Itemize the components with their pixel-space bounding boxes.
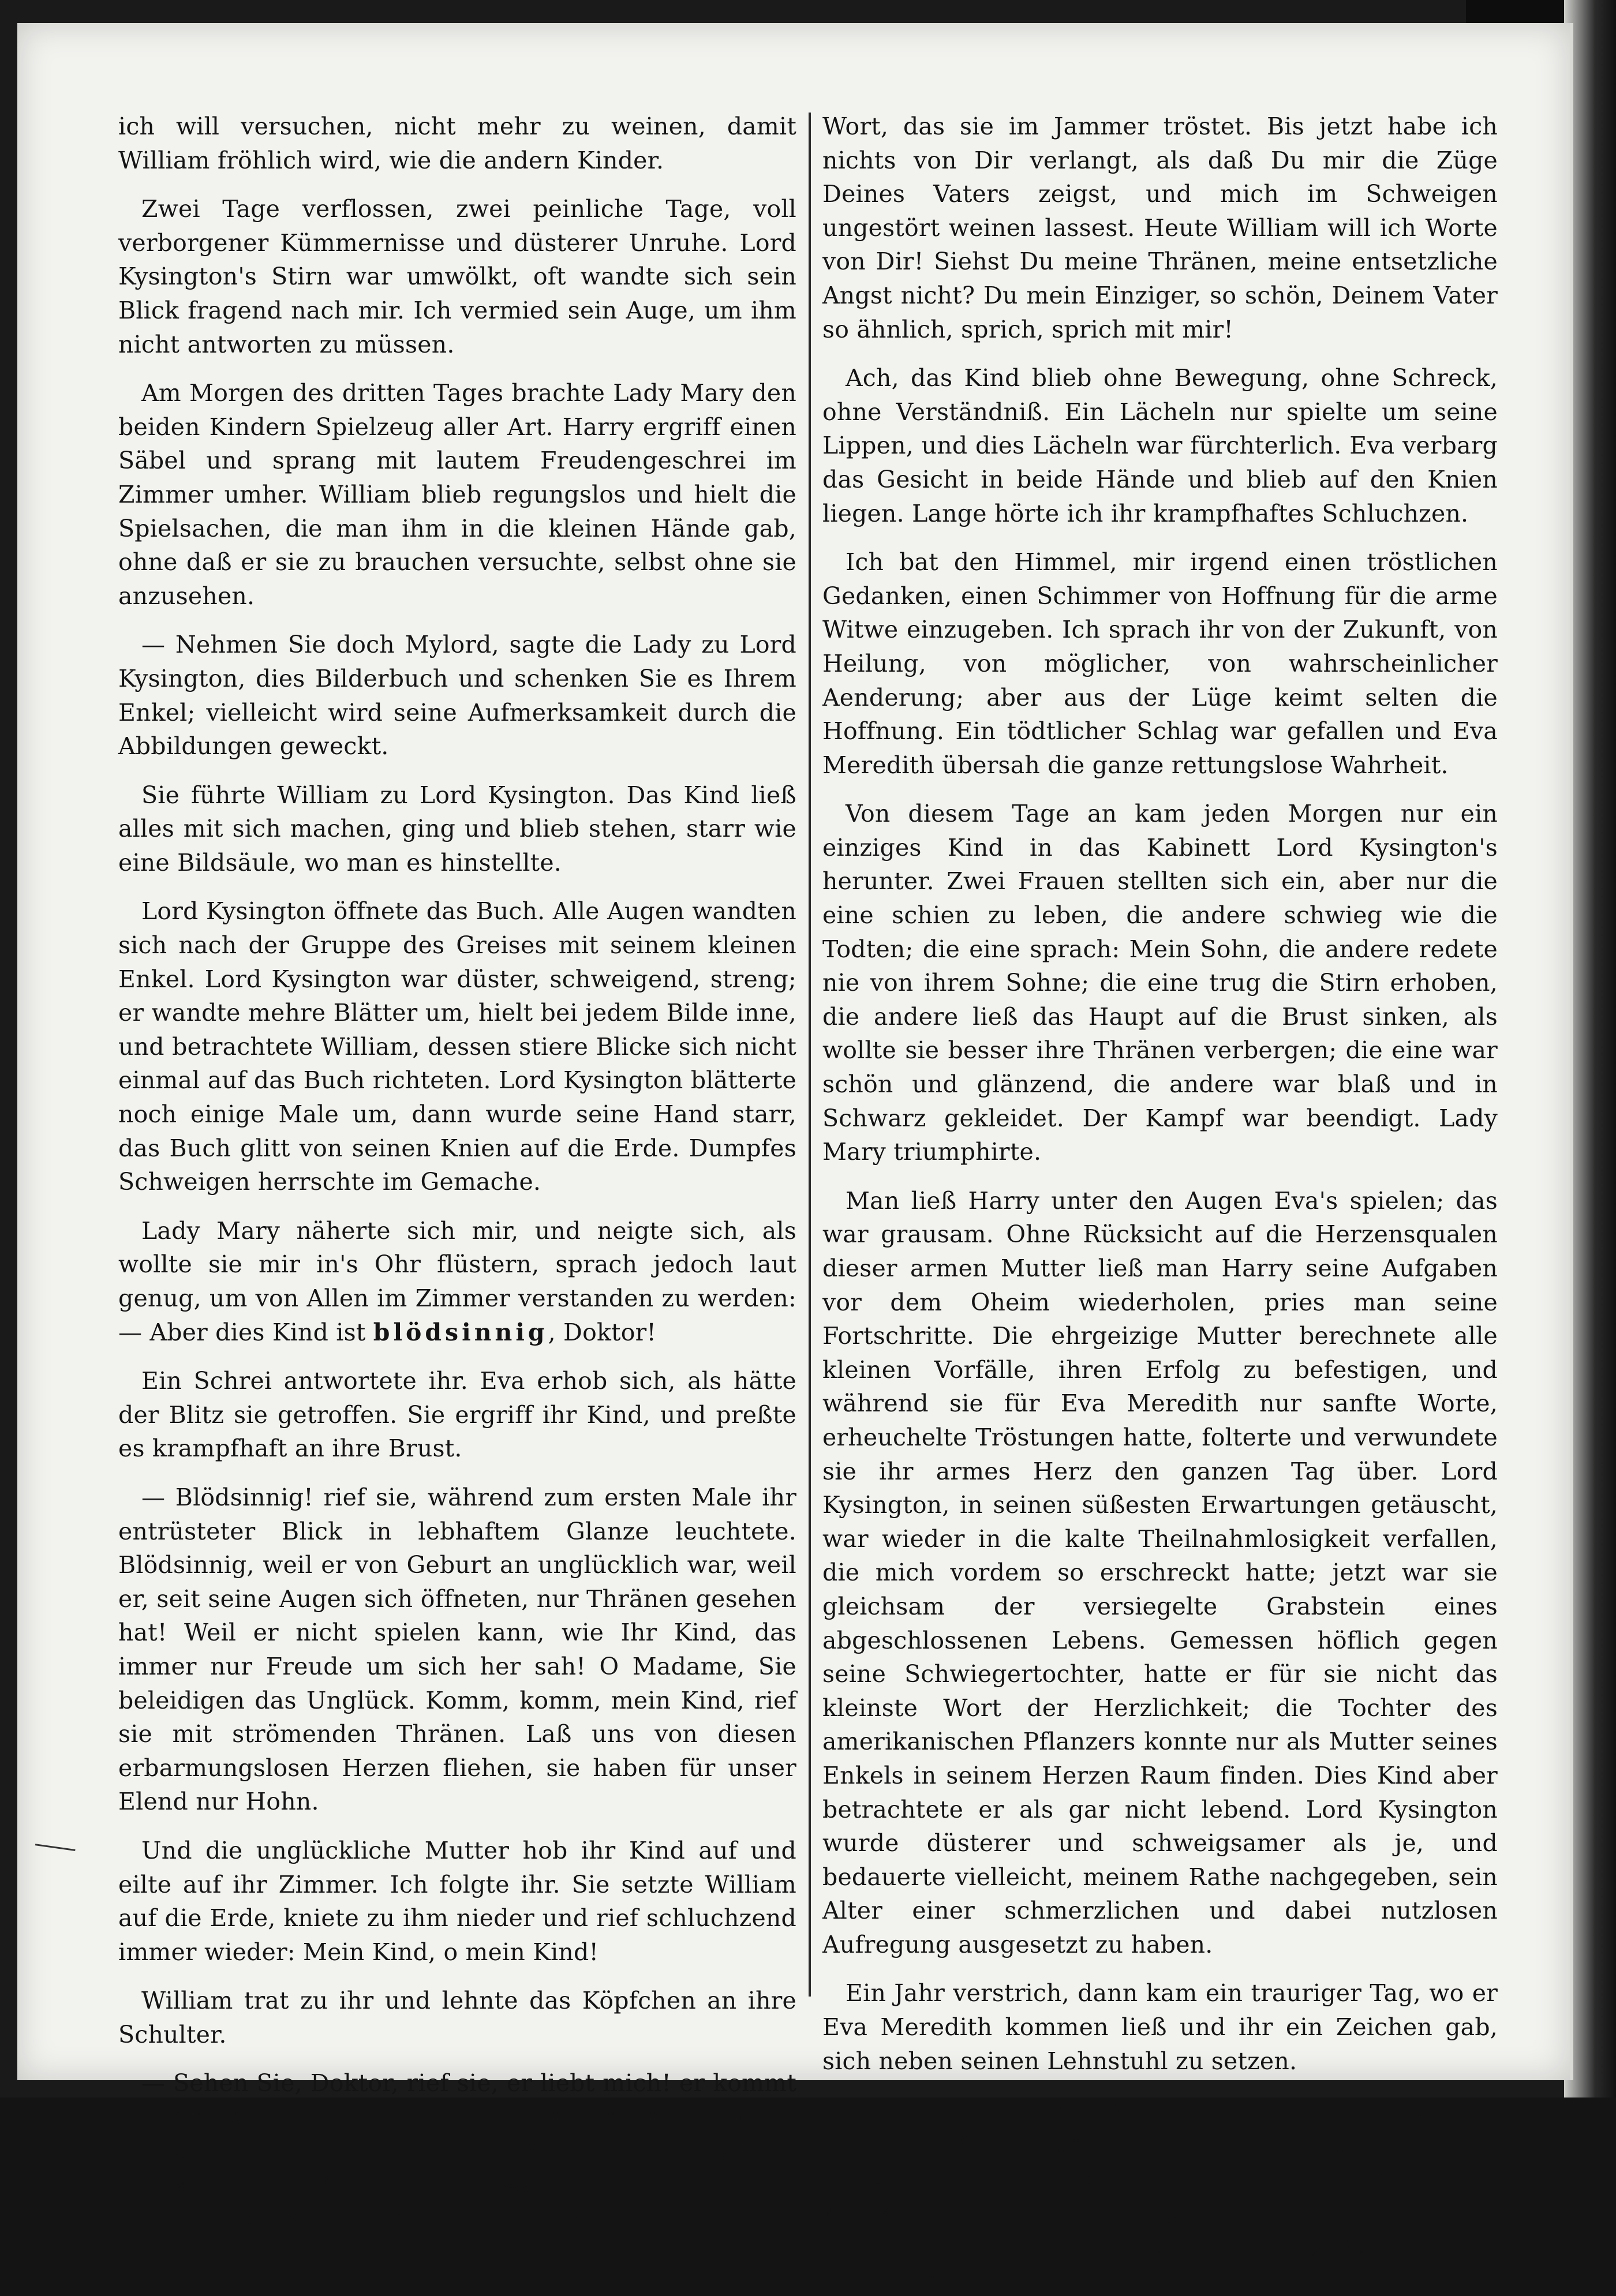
emphasized-word: blödsinnig (373, 1318, 548, 1346)
paragraph: Ein Schrei antwortete ihr. Eva erhob sich, als hätte der Blitz sie getroffen. Sie ergriff ihr Kind, und preßte es krampfhaft an ihre Brust. (118, 1367, 796, 1463)
column-rule (809, 113, 811, 1997)
left-column (118, 110, 796, 2267)
paragraph: — Hören Sie mich, Madame, sprach er, hören Sie mich mit Muth. Ich will mich mit Ihnen ehrenhaft stellen und Ihnen nichts verbergen. Ich bin alt und krank, und muß meine Angelegenheiten in Ordnung bringen; sie sind traurig genug für Sie, wie für mich. Ich werde Ihnen (822, 2096, 1498, 2293)
paragraph: Man ließ Harry unter den Augen Eva's spielen; das war grausam. Ohne Rücksicht auf die Herzensqualen dieser armen Mutter ließ man Harry seine Aufgaben vor dem Oheim wiederholen, pries man seine Fortschritte. Die ehrgeizige Mutter berechnete alle kleinen Vorfälle, ihren Erfolg zu befestigen, und während sie für Eva Meredith nur sanfte Worte, erheuchelte Tröstungen hatte, folterte und verwundete sie ihr armes Herz den ganzen Tag über. Lord Kysington, in seinen süßesten Erwartungen getäuscht, war wieder in die kalte Theilnahmlosigkeit verfallen, die mich vordem so erschreckt hatte; jetzt war sie gleichsam der versiegelte Grabstein eines abgeschlossenen Lebens. Gemessen höflich gegen seine Schwiegertochter, hatte er für sie nicht das kleinste Wort der Herzlichkeit; die Tochter des amerikanischen Pflanzers konnte nur als Mutter seines Enkels in seinem Herzen Raum finden. Dies Kind aber betrachtete er als gar nicht lebend. Lord Kysington wurde düsterer und schweigsamer als je, und bedauerte vielleicht, meinem Rathe nachgegeben, sein Alter einer schmerzlichen und dabei nutzlosen Aufregung ausgesetzt zu haben. (822, 1186, 1498, 1958)
paragraph: Von diesem Tage an kam jeden Morgen nur ein einziges Kind in das Kabinett Lord Kysington's herunter. Zwei Frauen stellten sich ein, aber nur die eine schien zu leben, die andere schwieg wie die Todten; die eine sprach: Mein Sohn, die andere redete nie von ihrem Sohne; die eine trug die Stirn erhoben, die andere ließ das Haupt auf die Brust sinken, als wollte sie besser ihre Thränen verbergen; die eine war schön und glänzend, die andere war blaß und in Schwarz gekleidet. Der Kampf war beendigt. Lady Mary triumphirte. (822, 800, 1498, 1166)
paragraph: — Sehen Sie, Doktor, rief sie, er liebt mich! er kommt zu mir, wenn ich ihn rufe, er umarmt mich! Seine Liebkosungen haben für meine Ruhe, für mein armes Glück genügt. Mein Gott, es war noch nicht genug! Sprich, mein Kind, beruhige mich! sage Deiner Mutter nur ein einziges (118, 2069, 796, 2267)
paragraph: Wort, das sie im Jammer tröstet. Bis jetzt habe ich nichts von Dir verlangt, als daß Du mir die Züge Deines Vaters zeigst, und mich im Schweigen ungestört weinen lassest. Heute William will ich Worte von Dir! Siehst Du meine Thränen, meine entsetzliche Angst nicht? Du mein Einziger, so schön, Deinem Vater so ähnlich, sprich, sprich mit mir! (822, 113, 1498, 343)
paragraph: Sie führte William zu Lord Kysington. Das Kind ließ alles mit sich machen, ging und blieb stehen, starr wie eine Bildsäule, wo man es hinstellte. (118, 781, 796, 877)
paragraph: — Blödsinnig! rief sie, während zum ersten Male ihr entrüsteter Blick in lebhaftem Glanze leuchtete. Blödsinnig, weil er von Geburt an unglücklich war, weil er, seit seine Augen sich öffneten, nur Thränen gesehen hat! Weil er nicht spielen kann, wie Ihr Kind, das immer nur Freude um sich her sah! O Madame, Sie beleidigen das Unglück. Komm, komm, mein Kind, rief sie mit strömenden Thränen. Laß uns von diesen erbarmungslosen Herzen fliehen, sie haben für unser Elend nur Hohn. (118, 1483, 796, 1816)
paragraph: Ein Jahr verstrich, dann kam ein trauriger Tag, wo er Eva Meredith kommen ließ und ihr ein Zeichen gab, sich neben seinen Lehnstuhl zu setzen. (822, 1979, 1498, 2075)
paragraph: Zwei Tage verflossen, zwei peinliche Tage, voll verborgener Kümmernisse und düsterer Unruhe. Lord Kysington's Stirn war umwölkt, oft wandte sich sein Blick fragend nach mir. Ich vermied sein Auge, um ihm nicht antworten zu müssen. (118, 195, 796, 358)
paragraph: Am Morgen des dritten Tages brachte Lady Mary den beiden Kindern Spielzeug aller Art. Harry ergriff einen Säbel und sprang mit lautem Freudengeschrei im Zimmer umher. William blieb regungslos und hielt die Spielsachen, die man ihm in die kleinen Hände gab, ohne daß er sie zu brauchen versuchte, selbst ohne sie anzusehen. (118, 379, 796, 610)
paragraph (118, 1214, 796, 1349)
paragraph: — Nehmen Sie doch Mylord, sagte die Lady zu Lord Kysington, dies Bilderbuch und schenken Sie es Ihrem Enkel; vielleicht wird seine Aufmerksamkeit durch die Abbildungen geweckt. (118, 631, 796, 761)
paragraph-text: , Doktor! (548, 1318, 657, 1346)
paragraph: Ich bat den Himmel, mir irgend einen tröstlichen Gedanken, einen Schimmer von Hoffnung für die arme Witwe einzugeben. Ich sprach ihr von der Zukunft, von Heilung, von möglicher, von wahrscheinlicher Aenderung; aber aus der Lüge keimt selten die Hoffnung. Ein tödtlicher Schlag war gefallen und Eva Meredith übersah die ganze rettungslose Wahrheit. (822, 548, 1498, 779)
paragraph: William trat zu ihr und lehnte das Köpfchen an ihre Schulter. (118, 1987, 796, 2048)
paragraph: Lord Kysington öffnete das Buch. Alle Augen wandten sich nach der Gruppe des Greises mit seinem kleinen Enkel. Lord Kysington war düster, schweigend, streng; er wandte mehre Blätter um, hielt bei jedem Bilde inne, und betrachtete William, dessen stiere Blicke sich nicht einmal auf das Buch richteten. Lord Kysington blätterte noch einige Male um, dann wurde seine Hand starr, das Buch glitt von seinen Knien auf die Erde. Dumpfes Schweigen herrschte im Gemache. (118, 897, 796, 1196)
paragraph: Ach, das Kind blieb ohne Bewegung, ohne Schreck, ohne Verständniß. Ein Lächeln nur spielte um seine Lippen, und dies Lächeln war fürchterlich. Eva verbarg das Gesicht in beide Hände und blieb auf den Knien liegen. Lange hörte ich ihr krampfhaftes Schluchzen. (822, 364, 1498, 527)
paragraph: Und die unglückliche Mutter hob ihr Kind auf und eilte auf ihr Zimmer. Ich folgte ihr. Sie setzte William auf die Erde, kniete zu ihm nieder und rief schluchzend immer wieder: Mein Kind, o mein Kind! (118, 1836, 796, 1966)
right-column (822, 110, 1498, 2293)
paragraph-text: Lady Mary näherte sich mir, und neigte sich, als wollte sie mir in's Ohr flüstern, sprach jedoch laut genug, um von Allen im Zimmer verstanden zu werden: — Aber dies Kind ist (118, 1216, 796, 1346)
paragraph: ich will versuchen, nicht mehr zu weinen, damit William fröhlich wird, wie die andern Kinder. (118, 113, 796, 174)
